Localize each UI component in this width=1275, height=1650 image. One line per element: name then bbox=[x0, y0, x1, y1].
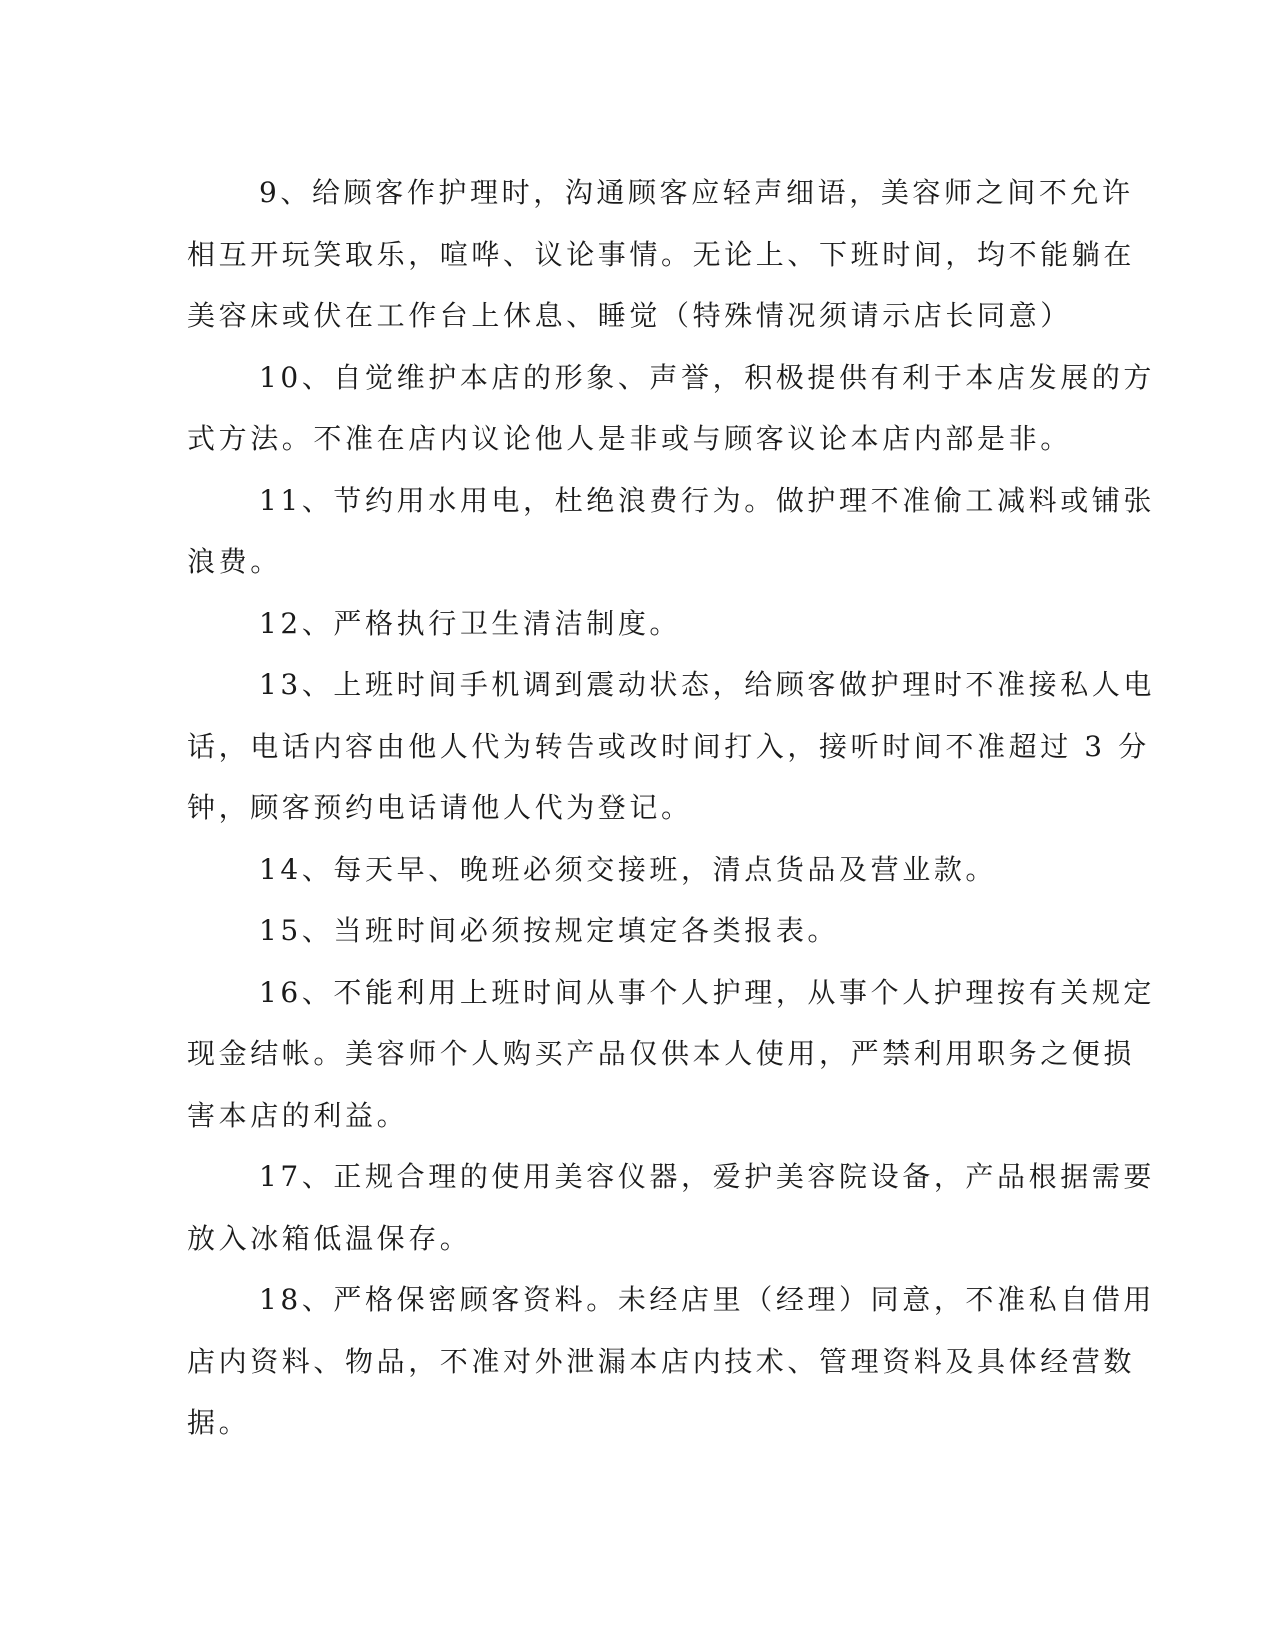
rule-paragraph-14 bbox=[187, 839, 1071, 901]
text-line: 9、给顾客作护理时，沟通顾客应轻声细语，美容师之间不允许 bbox=[259, 176, 1134, 209]
rule-paragraph-9 bbox=[187, 162, 1136, 347]
text-line: 据。 bbox=[187, 1406, 251, 1439]
text-line: 14、每天早、晚班必须交接班，清点货品及营业款。 bbox=[259, 852, 998, 886]
text-line: 18、严格保密顾客资料。未经店里（经理）同意，不准私自借用 bbox=[259, 1283, 1156, 1316]
text-line: 现金结帐。美容师个人购买产品仅供本人使用，严禁利用职务之便损 bbox=[187, 1037, 1136, 1070]
rule-paragraph-16 bbox=[187, 962, 1156, 1147]
rule-paragraph-15 bbox=[187, 900, 1071, 962]
text-line: 15、当班时间必须按规定填定各类报表。 bbox=[259, 914, 840, 947]
text-line: 美容床或伏在工作台上休息、睡觉（特殊情况须请示店长同意） bbox=[187, 299, 1072, 332]
rule-paragraph-18 bbox=[187, 1269, 1156, 1454]
document-body bbox=[187, 162, 1156, 1454]
text-line: 16、不能利用上班时间从事个人护理，从事个人护理按有关规定 bbox=[259, 975, 1156, 1009]
text-line: 17、正规合理的使用美容仪器，爱护美容院设备，产品根据需要 bbox=[259, 1160, 1156, 1193]
rule-paragraph-11 bbox=[187, 470, 1156, 593]
text-line: 话，电话内容由他人代为转告或改时间打入，接听时间不准超过 3 分 bbox=[187, 729, 1150, 763]
text-line: 钟，顾客预约电话请他人代为登记。 bbox=[187, 791, 693, 824]
text-line: 12、严格执行卫生清洁制度。 bbox=[259, 606, 682, 640]
text-line: 相互开玩笑取乐，喧哗、议论事情。无论上、下班时间，均不能躺在 bbox=[187, 237, 1136, 271]
text-line: 10、自觉维护本店的形象、声誉，积极提供有利于本店发展的方 bbox=[259, 360, 1156, 394]
rule-paragraph-12 bbox=[187, 593, 1071, 655]
text-line: 放入冰箱低温保存。 bbox=[187, 1221, 472, 1255]
rule-paragraph-10 bbox=[187, 347, 1156, 470]
text-line: 害本店的利益。 bbox=[187, 1098, 409, 1132]
text-line: 浪费。 bbox=[187, 545, 282, 578]
text-line: 13、上班时间手机调到震动状态，给顾客做护理时不准接私人电 bbox=[259, 668, 1156, 701]
rule-paragraph-13 bbox=[187, 654, 1156, 839]
text-line: 店内资料、物品，不准对外泄漏本店内技术、管理资料及具体经营数 bbox=[187, 1344, 1136, 1378]
text-line: 式方法。不准在店内议论他人是非或与顾客议论本店内部是非。 bbox=[187, 422, 1072, 455]
rule-paragraph-17 bbox=[187, 1146, 1156, 1269]
text-line: 11、节约用水用电，杜绝浪费行为。做护理不准偷工减料或铺张 bbox=[259, 483, 1156, 517]
